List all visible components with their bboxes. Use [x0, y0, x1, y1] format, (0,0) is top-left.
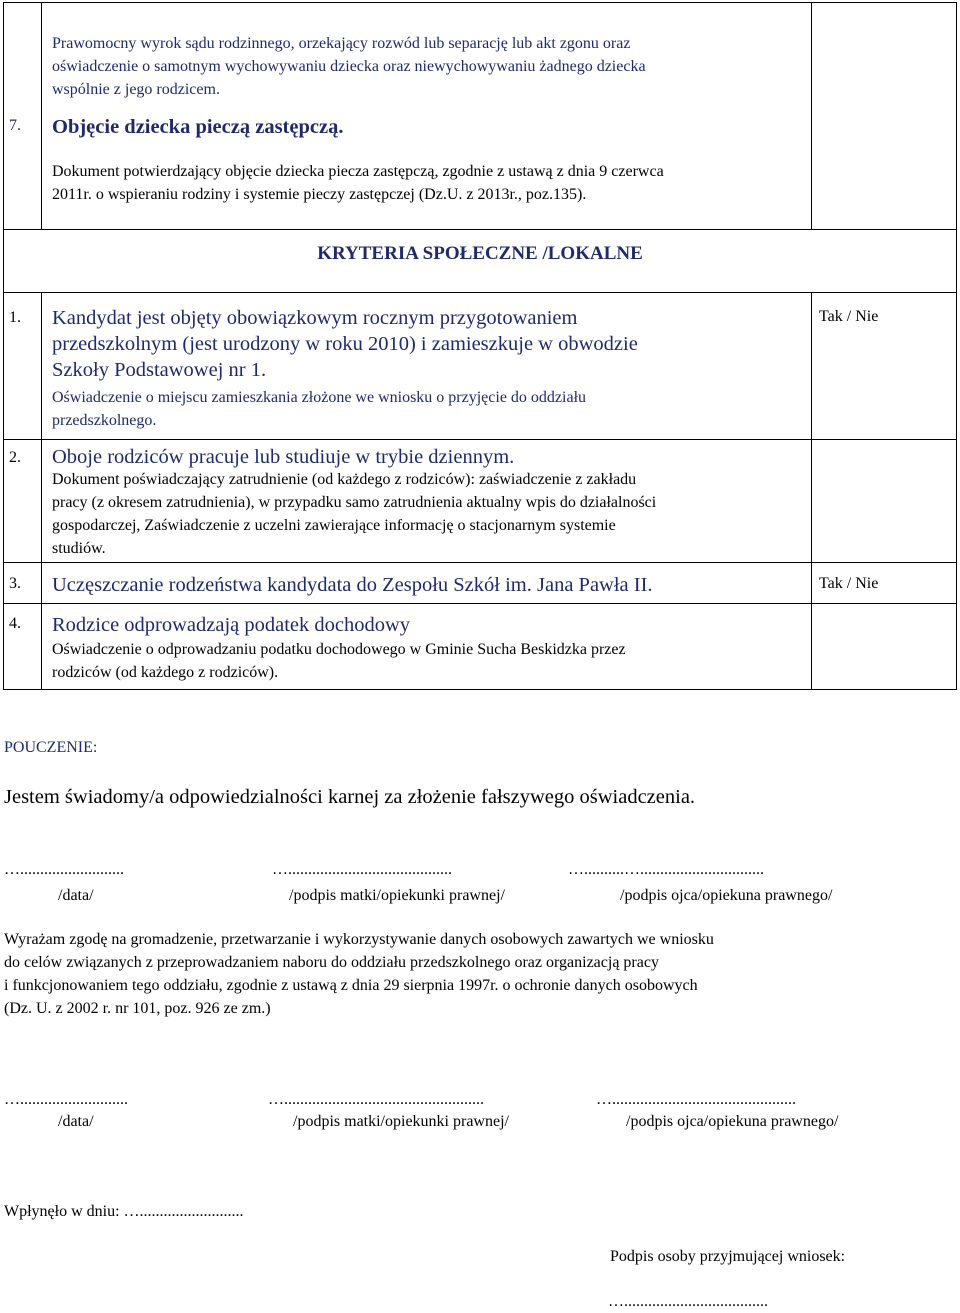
criterion-3-title — [52, 572, 653, 598]
criterion-4-title — [52, 612, 410, 638]
consent-line: Wyrażam zgodę na gromadzenie, przetwarzanie i wykorzystywanie danych osobowych zawartych we wniosku — [4, 931, 714, 948]
criterion-1-desc — [52, 386, 586, 432]
criterion-2-desc — [52, 468, 656, 560]
consent-text — [4, 928, 714, 1020]
criterion-1-title-line: przedszkolnym (jest urodzony w roku 2010) i zamieszkuje w obwodzie — [52, 333, 638, 355]
criterion-2-title-line: Oboje rodziców pracuje lub studiuje w trybie dziennym. — [52, 446, 515, 468]
row-line-3-4 — [3, 603, 957, 604]
criterion-1-title-line: Kandydat jest objęty obowiązkowym rocznym przygotowaniem — [52, 307, 578, 329]
signature-2-mother-label: /podpis matki/opiekunki prawnej/ — [293, 1113, 509, 1130]
signature-1-father-label: /podpis ojca/opiekuna prawnego/ — [620, 887, 833, 904]
consent-line: (Dz. U. z 2002 r. nr 101, poz. 926 ze zm.) — [4, 1000, 271, 1017]
section-header-top-line — [3, 229, 957, 230]
criterion-1-desc-line: przedszkolnego. — [52, 412, 157, 429]
pouczenie-statement: Jestem świadomy/a odpowiedzialności karnej za złożenie fałszywego oświadczenia. — [4, 786, 696, 808]
section-header-bottom-line — [3, 292, 957, 293]
criterion-4-desc — [52, 638, 626, 684]
criterion-1-title-line: Szkoły Podstawowej nr 1. — [52, 359, 267, 381]
receiver-signature-label: Podpis osoby przyjmującej wniosek: — [610, 1248, 846, 1265]
signature-1-mother-dots[interactable]: …......................................... — [272, 861, 452, 878]
criterion-4-title-line: Rodzice odprowadzają podatek dochodowy — [52, 614, 411, 636]
criterion-2-desc-line: gospodarczej, Zaświadczenie z uczelni zawierające informację o stacjonarnym systemie — [52, 517, 616, 534]
row7-number: 7. — [9, 117, 21, 134]
row7-desc-line: Dokument potwierdzający objęcie dziecka piecza zastępczą, zgodnie z ustawą z dnia 9 czerwca — [52, 163, 664, 180]
table-border-right — [956, 2, 957, 690]
criterion-1-number: 1. — [9, 309, 21, 326]
table-border-bottom — [3, 689, 957, 690]
table-border-top — [3, 2, 957, 3]
signature-1-date-dots[interactable]: ….......................... — [4, 861, 124, 878]
signature-1-mother-label: /podpis matki/opiekunki prawnej/ — [289, 887, 505, 904]
signature-2-mother-dots[interactable]: ….................................................. — [268, 1091, 484, 1108]
criterion-3-answer[interactable]: Tak / Nie — [819, 575, 879, 592]
criterion-1-desc-line: Oświadczenie o miejscu zamieszkania złożone we wniosku o przyjęcie do oddziału — [52, 389, 587, 406]
criterion-2-title — [52, 444, 514, 470]
criterion-2-desc-line: studiów. — [52, 540, 106, 557]
received-label: Wpłynęło w dniu: ….......................... — [4, 1203, 244, 1220]
col-divider-answer — [811, 292, 812, 690]
criterion-4-desc-line: rodziców (od każdego z rodziców). — [52, 664, 279, 681]
signature-1-date-label: /data/ — [58, 887, 94, 904]
signature-2-father-label: /podpis ojca/opiekuna prawnego/ — [626, 1113, 839, 1130]
receiver-signature-dots[interactable]: ….................................... — [608, 1293, 768, 1310]
criterion-2-number: 2. — [9, 449, 21, 466]
row7-title: Objęcie dziecka pieczą zastępczą. — [52, 116, 344, 138]
criterion-3-number: 3. — [9, 575, 21, 592]
criterion-4-number: 4. — [9, 615, 21, 632]
consent-line: do celów związanych z przeprowadzaniem naboru do oddziału przedszkolnego oraz organizacją pracy — [4, 954, 659, 971]
pouczenie-label: POUCZENIE: — [4, 739, 98, 756]
col-divider-number — [41, 292, 42, 690]
signature-2-father-dots[interactable]: ….............................................. — [596, 1091, 796, 1108]
row-line-1-2 — [3, 439, 957, 440]
criterion-2-desc-line: pracy (z okresem zatrudnienia), w przypadku samo zatrudnienia aktualny wpis do działalności — [52, 494, 657, 511]
row7-desc — [52, 160, 664, 206]
top-row-text — [52, 32, 646, 101]
signature-1-father-dots[interactable]: …..........…............................... — [568, 861, 764, 878]
row7-desc-line: 2011r. o wspieraniu rodziny i systemie pieczy zastępczej (Dz.U. z 2013r., poz.135). — [52, 186, 587, 203]
col-divider-answer-top — [811, 2, 812, 230]
table-border-left — [3, 2, 4, 690]
signature-2-date-dots[interactable]: …........................... — [4, 1091, 128, 1108]
section-header: KRYTERIA SPOŁECZNE /LOKALNE — [317, 243, 643, 264]
top-row-line: oświadczenie o samotnym wychowywaniu dziecka oraz niewychowywaniu żadnego dziecka — [52, 58, 646, 75]
consent-line: i funkcjonowaniem tego oddziału, zgodnie z ustawą z dnia 29 sierpnia 1997r. o ochronie danych osobowych — [4, 977, 698, 994]
criterion-4-desc-line: Oświadczenie o odprowadzaniu podatku dochodowego w Gminie Sucha Beskidzka przez — [52, 641, 626, 658]
col-divider-number-top — [41, 2, 42, 230]
top-row-line: Prawomocny wyrok sądu rodzinnego, orzekający rozwód lub separację lub akt zgonu oraz — [52, 35, 631, 52]
criterion-1-answer[interactable]: Tak / Nie — [819, 308, 879, 325]
top-row-line: wspólnie z jego rodzicem. — [52, 81, 220, 98]
signature-2-date-label: /data/ — [58, 1113, 94, 1130]
criterion-3-title-line: Uczęszczanie rodzeństwa kandydata do Zespołu Szkół im. Jana Pawła II. — [52, 574, 653, 596]
row-line-2-3 — [3, 562, 957, 563]
criterion-1-title — [52, 305, 638, 383]
criterion-2-desc-line: Dokument poświadczający zatrudnienie (od każdego z rodziców): zaświadczenie z zakładu — [52, 471, 637, 488]
